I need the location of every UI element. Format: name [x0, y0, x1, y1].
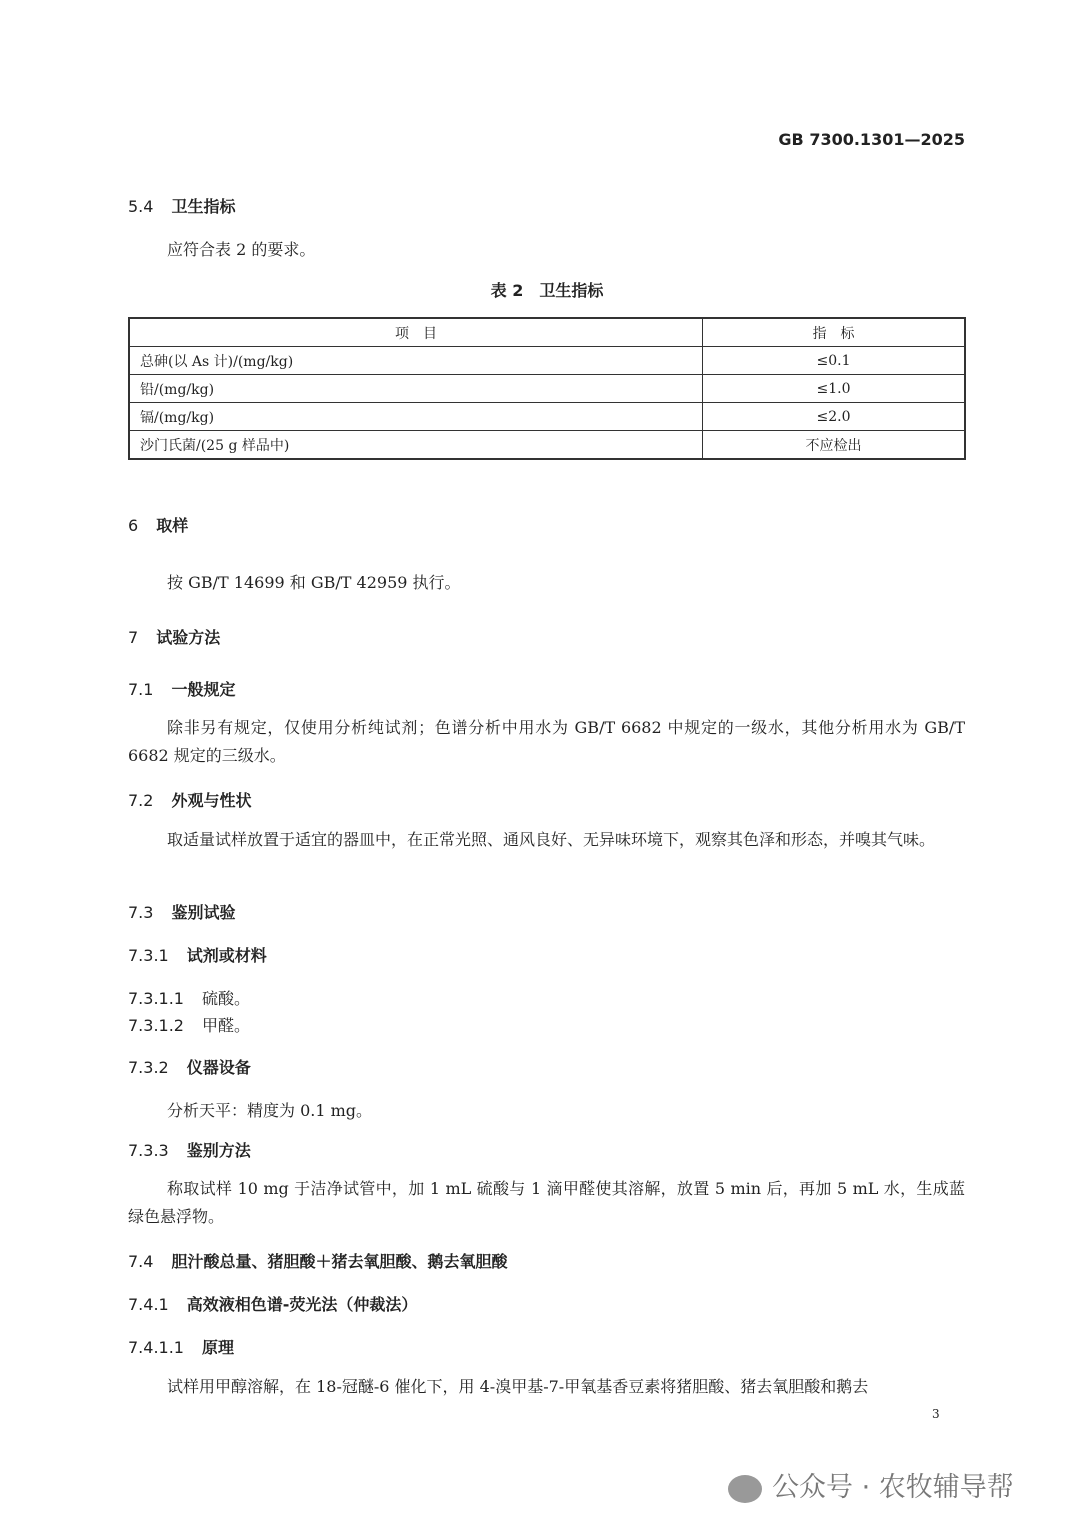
watermark: 公众号 · 农牧辅导帮: [728, 1465, 1014, 1504]
item-7-3-1-2: 7.3.1.2 甲醛。: [128, 1016, 250, 1035]
heading-7-3-3: 7.3.3 鉴别方法: [128, 1141, 251, 1160]
table-row: 铅/(mg/kg) ≤1.0: [129, 375, 965, 403]
heading-7-1: 7.1 一般规定: [128, 680, 236, 699]
heading-7-4: 7.4 胆汁酸总量、猪胆酸＋猪去氧胆酸、鹅去氧胆酸: [128, 1252, 508, 1271]
paragraph: 按 GB/T 14699 和 GB/T 42959 执行。: [167, 573, 461, 592]
item-7-3-1-1: 7.3.1.1 硫酸。: [128, 989, 250, 1008]
paragraph: 取适量试样放置于适宜的器皿中，在正常光照、通风良好、无异味环境下，观察其色泽和形态，并嗅其气味。: [167, 830, 936, 849]
paragraph: 应符合表 2 的要求。: [167, 240, 316, 259]
hygiene-table: [128, 317, 966, 460]
wechat-icon: [728, 1475, 762, 1503]
heading-7-2: 7.2 外观与性状: [128, 791, 252, 810]
page-number: 3: [932, 1407, 940, 1421]
heading-5-4: 5.4 卫生指标: [128, 197, 236, 216]
doc-id: GB 7300.1301—2025: [778, 130, 965, 149]
heading-7-4-1-1: 7.4.1.1 原理: [128, 1338, 234, 1357]
heading-7-3-1: 7.3.1 试剂或材料: [128, 946, 267, 965]
paragraph: 试样用甲醇溶解，在 18-冠醚-6 催化下，用 4-溴甲基-7-甲氧基香豆素将猪胆酸、猪去氧胆酸和鹅去: [167, 1377, 869, 1396]
heading-7-3: 7.3 鉴别试验: [128, 903, 236, 922]
table-header-row: 项 目 指 标: [129, 318, 965, 347]
paragraph: 分析天平：精度为 0.1 mg。: [167, 1101, 373, 1120]
paragraph: 称取试样 10 mg 于洁净试管中，加 1 mL 硫酸与 1 滴甲醛使其溶解，放置 5 min 后，再加 5 mL 水，生成蓝绿色悬浮物。: [128, 1179, 965, 1226]
table-row: 沙门氏菌/(25 g 样品中) 不应检出: [129, 431, 965, 460]
heading-7-4-1: 7.4.1 高效液相色谱-荧光法（仲裁法）: [128, 1295, 418, 1314]
heading-6: 6 取样: [128, 516, 189, 535]
heading-7: 7 试验方法: [128, 628, 221, 647]
heading-7-3-2: 7.3.2 仪器设备: [128, 1058, 251, 1077]
table-row: 镉/(mg/kg) ≤2.0: [129, 403, 965, 431]
table-caption: 表 2 卫生指标: [490, 281, 604, 300]
paragraph: 除非另有规定，仅使用分析纯试剂；色谱分析中用水为 GB/T 6682 中规定的一级水，其他分析用水为 GB/T 6682 规定的三级水。: [128, 718, 965, 765]
table-row: 总砷(以 As 计)/(mg/kg) ≤0.1: [129, 347, 965, 375]
